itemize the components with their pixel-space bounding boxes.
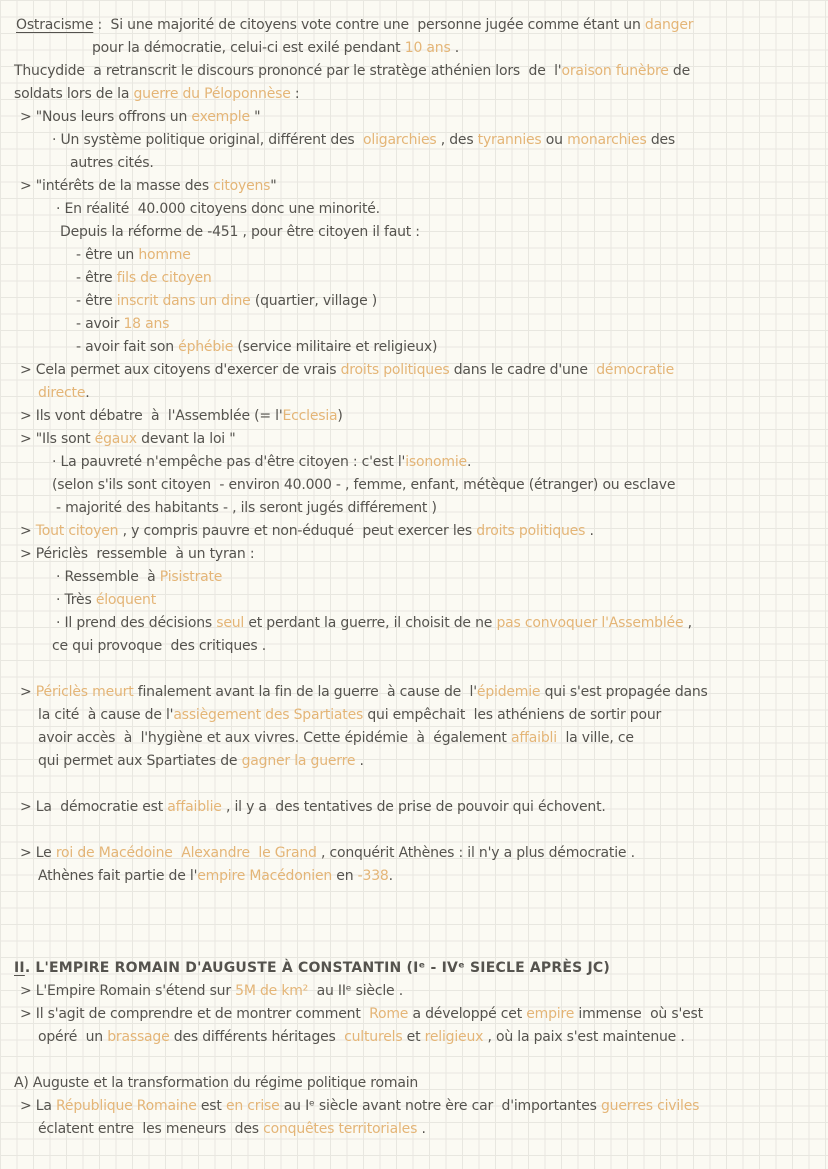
text-segment: devant la loi " [136, 431, 236, 447]
text-segment: · Il prend des décisions [56, 615, 217, 631]
text-segment: qui empêchait les athéniens de sortir pour [363, 707, 662, 723]
section-heading [0, 957, 828, 980]
highlight-text: culturels [344, 1029, 403, 1045]
text-segment: pour la démocratie, celui-ci est exilé pendant [92, 40, 405, 56]
highlight-text: oraison funèbre [561, 63, 669, 79]
highlight-text: 18 ans [123, 316, 170, 332]
text-segment: finalement avant la fin de la guerre à cause de l' [133, 684, 477, 700]
text-segment: opéré un [38, 1029, 108, 1045]
text-segment: (service militaire et religieux) [233, 339, 438, 355]
text-line [0, 405, 828, 428]
highlight-text: égaux [94, 431, 137, 447]
text-segment: > La [20, 1098, 57, 1114]
highlight-text: guerre du Péloponnèse [133, 86, 291, 102]
text-segment: la cité à cause de l' [38, 707, 174, 723]
blank-line [0, 658, 828, 681]
blank-line [0, 911, 828, 934]
text-segment: , conquérit Athènes : il n'y a plus démocratie . [316, 845, 635, 861]
text-line [0, 497, 828, 520]
highlight-text: monarchies [567, 132, 647, 148]
highlight-text: éphébie [178, 339, 234, 355]
highlight-text: tyrannies [477, 132, 542, 148]
text-line [0, 520, 828, 543]
text-line [0, 1118, 828, 1141]
text-line [0, 589, 828, 612]
text-segment: dans le cadre d'une [449, 362, 597, 378]
text-line [0, 865, 828, 888]
text-segment: > "Nous leurs offrons un [20, 109, 192, 125]
highlight-text: danger [644, 17, 694, 33]
text-line [0, 474, 828, 497]
text-segment: . [585, 523, 594, 539]
highlight-text: fils de citoyen [116, 270, 212, 286]
text-segment: des différents héritages [169, 1029, 345, 1045]
text-segment: . [24, 960, 36, 976]
text-segment: ou [541, 132, 568, 148]
text-segment: immense où s'est [574, 1006, 703, 1022]
highlight-text: éloquent [95, 592, 157, 608]
text-segment: · La pauvreté n'empêche pas d'être citoyen : c'est l' [52, 454, 406, 470]
text-segment: · Ressemble à [56, 569, 160, 585]
text-segment: est [196, 1098, 226, 1114]
highlight-text: isonomie [405, 454, 467, 470]
text-segment: . [388, 868, 393, 884]
text-line [0, 313, 828, 336]
text-segment: > "Ils sont [20, 431, 95, 447]
highlight-text: Rome [369, 1006, 409, 1022]
highlight-text: République Romaine [56, 1098, 197, 1114]
text-segment: Athènes fait partie de l' [38, 868, 198, 884]
text-segment: - avoir [76, 316, 124, 332]
text-segment: : Si une majorité de citoyens vote contre une personne jugée comme étant un [93, 17, 645, 33]
highlight-text: conquêtes territoriales [263, 1121, 418, 1137]
highlight-text: citoyens [213, 178, 271, 194]
text-line [0, 1095, 828, 1118]
highlight-text: affaiblie [167, 799, 222, 815]
text-segment: éclatent entre les meneurs des [38, 1121, 264, 1137]
text-line [0, 1003, 828, 1026]
text-segment: - majorité des habitants - , ils seront jugés différement ) [56, 500, 437, 516]
text-segment: ce qui provoque des critiques . [52, 638, 267, 654]
text-line [0, 83, 828, 106]
highlight-text: droits politiques [476, 523, 586, 539]
highlight-text: Pisistrate [159, 569, 223, 585]
text-segment: - être un [76, 247, 139, 263]
text-segment: , il y a des tentatives de prise de pouvoir qui échovent. [221, 799, 606, 815]
text-segment: : [290, 86, 300, 102]
text-line [0, 750, 828, 773]
text-segment: et perdant la guerre, il choisit de ne [244, 615, 497, 631]
text-segment: > Il s'agit de comprendre et de montrer comment [20, 1006, 370, 1022]
text-segment: en [332, 868, 358, 884]
text-segment: II [14, 960, 25, 976]
highlight-text: -338 [357, 868, 389, 884]
text-line [0, 267, 828, 290]
text-segment: . [417, 1121, 426, 1137]
text-line [0, 566, 828, 589]
text-line [0, 359, 828, 382]
text-segment: > L'Empire Romain s'étend sur [20, 983, 236, 999]
text-line [0, 796, 828, 819]
highlight-text: inscrit dans un dine [116, 293, 251, 309]
text-line [0, 14, 828, 37]
text-segment: a développé cet [408, 1006, 527, 1022]
highlight-text: démocratie [596, 362, 674, 378]
highlight-text: religieux [424, 1029, 484, 1045]
text-line [0, 1072, 828, 1095]
text-segment: . [466, 454, 472, 470]
highlight-text: seul [216, 615, 245, 631]
text-line [0, 244, 828, 267]
text-segment: (quartier, village ) [250, 293, 378, 309]
text-segment: - avoir fait son [76, 339, 179, 355]
text-segment: Ostracisme [16, 17, 94, 33]
text-segment: , où la paix s'est maintenue . [483, 1029, 685, 1045]
text-segment: des [646, 132, 676, 148]
text-line [0, 175, 828, 198]
text-segment: qui s'est propagée dans [540, 684, 708, 700]
text-line [0, 612, 828, 635]
blank-line [0, 819, 828, 842]
highlight-text: exemple [191, 109, 250, 125]
text-segment: " [270, 178, 277, 194]
text-line [0, 681, 828, 704]
text-segment: > Ils vont débatre à l'Assemblée (= l' [20, 408, 283, 424]
text-segment: > [20, 523, 36, 539]
blank-line [0, 888, 828, 911]
text-line [0, 727, 828, 750]
text-segment: · En réalité 40.000 citoyens donc une minorité. [56, 201, 380, 217]
highlight-text: affaibli [510, 730, 557, 746]
text-segment: , y compris pauvre et non-éduqué peut exercer les [118, 523, 477, 539]
highlight-text: épidemie [476, 684, 541, 700]
text-line [0, 635, 828, 658]
text-segment: qui permet aux Spartiates de [38, 753, 242, 769]
text-segment: L'EMPIRE ROMAIN D'AUGUSTE À CONSTANTIN (Iᵉ - IVᵉ SIECLE APRÈS JC) [35, 960, 610, 976]
text-segment: · Un système politique original, différent des [52, 132, 364, 148]
blank-line [0, 773, 828, 796]
text-segment: et [402, 1029, 425, 1045]
text-line [0, 106, 828, 129]
text-segment: autres cités. [70, 155, 154, 171]
text-line [0, 60, 828, 83]
text-segment: · Très [56, 592, 96, 608]
text-segment: , [683, 615, 692, 631]
highlight-text: empire [526, 1006, 575, 1022]
text-segment: " [249, 109, 261, 125]
text-line [0, 37, 828, 60]
text-segment: . [355, 753, 364, 769]
text-line [0, 451, 828, 474]
blank-line [0, 1049, 828, 1072]
highlight-text: empire Macédonien [197, 868, 333, 884]
text-segment: > Le [20, 845, 56, 861]
highlight-text: roi de Macédoine Alexandre le Grand [55, 845, 317, 861]
text-segment: - être [76, 270, 117, 286]
text-line [0, 428, 828, 451]
text-segment: Depuis la réforme de -451 , pour être citoyen il faut : [60, 224, 420, 240]
text-line [0, 198, 828, 221]
text-line [0, 382, 828, 405]
text-segment: - être [76, 293, 117, 309]
text-line [0, 842, 828, 865]
highlight-text: en crise [225, 1098, 280, 1114]
text-segment: au Iᵉ siècle avant notre ère car d'importantes [279, 1098, 601, 1114]
text-segment: de [668, 63, 691, 79]
text-segment: > Cela permet aux citoyens d'exercer de vrais [20, 362, 341, 378]
text-segment: (selon s'ils sont citoyen - environ 40.000 - , femme, enfant, métèque (étranger) ou esclave [52, 477, 676, 493]
text-segment: au IIᵉ siècle . [308, 983, 403, 999]
text-segment: > "intérêts de la masse des [20, 178, 214, 194]
highlight-text: homme [138, 247, 191, 263]
highlight-text: 10 ans [404, 40, 451, 56]
text-segment: . [450, 40, 460, 56]
highlight-text: Tout citoyen [35, 523, 119, 539]
text-line [0, 1026, 828, 1049]
text-line [0, 336, 828, 359]
text-segment: . [85, 385, 90, 401]
text-segment: avoir accès à l'hygiène et aux vivres. Cette épidémie à également [38, 730, 511, 746]
text-line [0, 221, 828, 244]
highlight-text: Périclès meurt [35, 684, 134, 700]
text-segment: > Périclès ressemble à un tyran : [20, 546, 255, 562]
text-line [0, 152, 828, 175]
text-segment: > [20, 684, 36, 700]
blank-line [0, 934, 828, 957]
text-line [0, 704, 828, 727]
text-segment: > La démocratie est [20, 799, 168, 815]
highlight-text: 5M de km² [235, 983, 309, 999]
text-segment: la ville, ce [556, 730, 634, 746]
highlight-text: assiègement des Spartiates [173, 707, 364, 723]
text-segment: soldats lors de la [14, 86, 134, 102]
highlight-text: Ecclesia [282, 408, 338, 424]
text-line [0, 980, 828, 1003]
highlight-text: oligarchies [363, 132, 437, 148]
text-segment: A) Auguste et la transformation du régime politique romain [14, 1075, 419, 1091]
text-segment: ) [337, 408, 343, 424]
highlight-text: gagner la guerre [241, 753, 356, 769]
highlight-text: pas convoquer l'Assemblée [496, 615, 684, 631]
highlight-text: directe [38, 385, 86, 401]
text-line [0, 129, 828, 152]
highlight-text: guerres civiles [600, 1098, 700, 1114]
highlight-text: droits politiques [340, 362, 450, 378]
text-line [0, 290, 828, 313]
highlight-text: brassage [107, 1029, 170, 1045]
text-segment: , des [436, 132, 478, 148]
text-segment: Thucydide a retranscrit le discours prononcé par le stratège athénien lors de l' [14, 63, 562, 79]
text-line [0, 543, 828, 566]
